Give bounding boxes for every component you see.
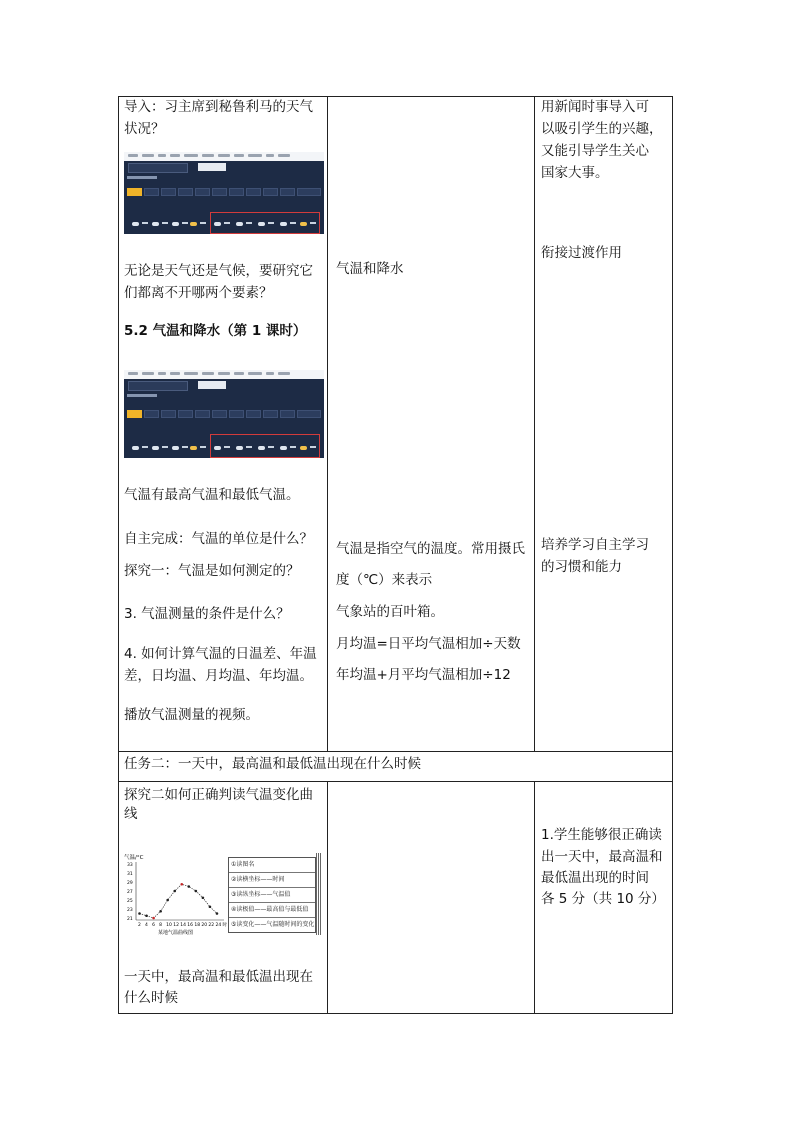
column-divider-2 [534,96,535,752]
y-tick-label: 27 [127,889,133,895]
chart-caption: 某地气温曲线图 [158,930,194,936]
data-point [166,899,169,902]
paragraph-calc-2: 差，日均温、月均温、年均温。 [124,668,313,684]
purpose-transition: 衔接过渡作用 [541,245,622,261]
legend-step-1: ①读图名 [231,861,255,868]
y-tick-label: 31 [127,871,133,877]
explore-two-line-1: 探究二如何正确判读气温变化曲 [124,787,313,803]
definition-line-3: 气象站的百叶箱。 [336,604,444,620]
x-tick-label: 18 [194,923,201,928]
y-tick-label: 33 [127,862,133,868]
x-tick-label: 22 [208,923,215,928]
content-label: 气温和降水 [336,261,404,277]
question-line-2: 们都离不开哪两个要素？ [124,285,273,301]
purpose-line-4: 国家大事。 [541,165,609,181]
data-point [159,910,162,913]
paragraph-max-min: 气温有最高气温和最低气温。 [124,487,300,503]
temperature-line [140,884,217,918]
data-point [145,914,148,917]
row-divider-1 [118,751,673,752]
purpose-line-3: 又能引导学生关心 [541,143,649,159]
question-line-1: 无论是天气还是气候，要研究它 [124,263,313,279]
paragraph-video: 播放气温测量的视频。 [124,707,259,723]
purpose-habit-2: 的习惯和能力 [541,559,622,575]
paragraph-calc-1: 4. 如何计算气温的日温差、年温 [124,646,317,662]
decorative-hatch [316,853,322,935]
y-tick-label: 21 [127,916,133,922]
purpose-line-1: 用新闻时事导入可 [541,99,649,115]
data-point [152,917,155,920]
x-tick-label: 16 [187,923,194,928]
evaluation-line-1: 1.学生能够很正确读 [541,827,662,843]
definition-line-2: 度（℃）来表示 [336,572,433,588]
explore-two-line-2: 线 [124,806,138,822]
lesson-title: 5.2 气温和降水（第 1 课时） [124,323,307,339]
x-tick-label: 4 [145,923,148,928]
x-tick-label: 6 [152,923,155,928]
question-when-line-1: 一天中，最高温和最低温出现在 [124,969,313,985]
paragraph-conditions: 3. 气温测量的条件是什么？ [124,606,290,622]
legend-step-5: ⑤读变化——气温随时间的变化 [229,917,315,932]
question-when-line-2: 什么时候 [124,990,178,1006]
y-tick-label: 29 [127,880,133,886]
definition-line-5: 年均温+月平均气温相加÷12 [336,667,511,683]
purpose-line-2: 以吸引学生的兴趣， [541,121,663,137]
definition-line-4: 月均温=日平均气温相加÷天数 [336,636,521,652]
paragraph-explore-1: 探究一：气温是如何测定的？ [124,563,300,579]
y-tick-label: 23 [127,907,133,913]
y-tick-label: 25 [127,898,133,904]
evaluation-line-3: 最低温出现的时间 [541,870,649,886]
x-tick-label: 20 [201,923,208,928]
paragraph-unit: 自主完成：气温的单位是什么？ [124,531,313,547]
task-two-heading: 任务二：一天中，最高温和最低温出现在什么时候 [124,756,421,772]
legend-step-2: ②读横坐标——时间 [229,872,315,887]
evaluation-line-2: 出一天中，最高温和 [541,849,663,865]
data-point [209,905,212,908]
x-tick-label: 24 [215,923,222,928]
column-divider-4 [534,781,535,1014]
legend-step-4: ④读极值——最高值与最低值 [229,902,315,917]
intro-line-1: 导入：习主席到秘鲁利马的天气 [124,99,313,115]
x-tick-label: 时 [222,923,227,928]
reading-steps-legend [228,857,316,933]
weather-screenshot-2 [124,370,324,458]
data-point [138,912,141,915]
row-divider-2 [118,781,673,782]
x-tick-label: 8 [159,923,163,928]
data-point [202,896,205,899]
intro-line-2: 状况？ [124,121,165,137]
x-tick-label: 10 [166,923,172,928]
evaluation-line-4: 各 5 分（共 10 分） [541,891,665,907]
data-point [216,912,219,915]
legend-step-3: ③读纵坐标——气温值 [229,887,315,902]
x-tick-label: 14 [180,923,186,928]
data-point [195,890,198,893]
definition-line-1: 气温是指空气的温度。常用摄氏 [336,541,525,557]
x-tick-label: 12 [173,923,179,928]
x-tick-label: 2 [138,923,141,928]
column-divider-1 [327,96,328,752]
weather-screenshot-1 [124,152,324,234]
data-point [180,883,183,886]
chart-ylabel: 气温/°C [124,855,144,861]
data-point [188,885,191,888]
column-divider-3 [327,781,328,1014]
data-point [173,890,176,893]
purpose-habit-1: 培养学习自主学习 [541,537,649,553]
